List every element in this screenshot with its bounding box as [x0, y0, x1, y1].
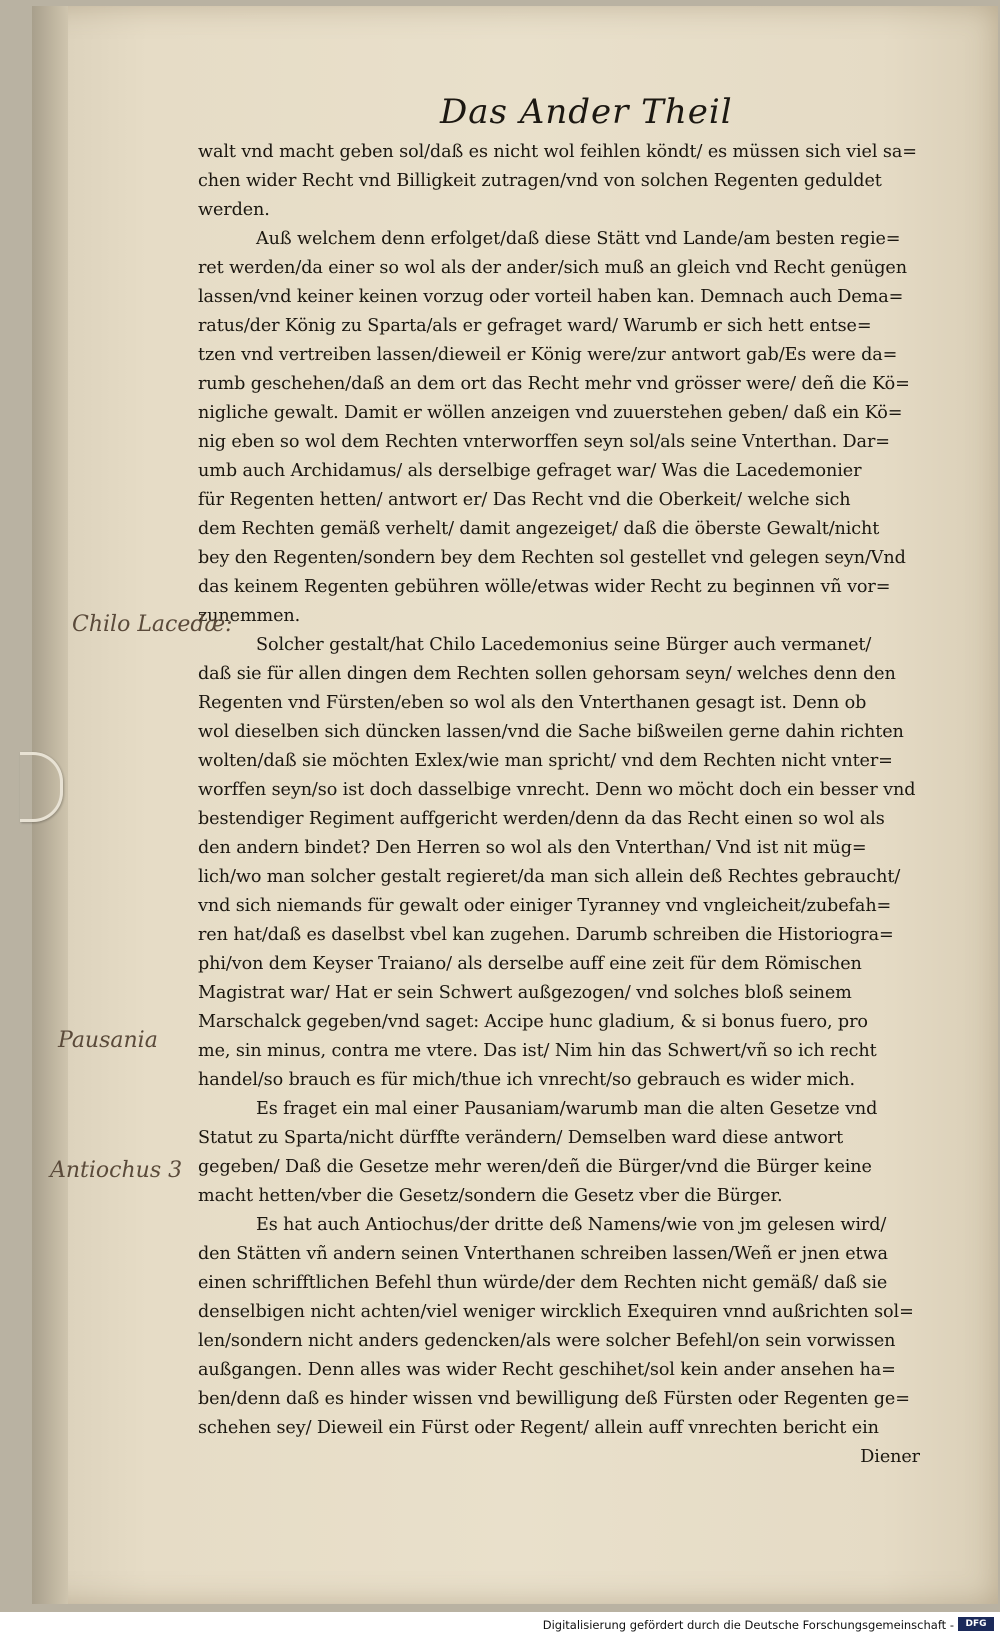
text-line: Es fraget ein mal einer Pausaniam/warumb man die alten Gesetze vnd — [256, 1099, 878, 1119]
text-line: bey den Regenten/sondern bey dem Rechten sol gestellet vnd gelegen seyn/Vnd — [198, 548, 906, 568]
text-line: ben/denn daß es hinder wissen vnd bewilligung deß Fürsten oder Regenten ge= — [198, 1389, 910, 1409]
text-line: den Stätten vñ andern seinen Vnterthanen schreiben lassen/Weñ er jnen etwa — [198, 1244, 888, 1264]
text-line: dem Rechten gemäß verhelt/ damit angezeiget/ daß die öberste Gewalt/nicht — [198, 519, 880, 539]
text-line: tzen vnd vertreiben lassen/dieweil er König were/zur antwort gab/Es were da= — [198, 345, 898, 365]
text-line: walt vnd macht geben sol/daß es nicht wol feihlen köndt/ es müssen sich viel sa= — [198, 142, 917, 162]
text-line: macht hetten/vber die Gesetz/sondern die Gesetz vber die Bürger. — [198, 1186, 783, 1206]
text-line: handel/so brauch es für mich/thue ich vnrecht/so gebrauch es wider mich. — [198, 1070, 856, 1090]
text-line: ratus/der König zu Sparta/als er gefraget ward/ Warumb er sich hett entse= — [198, 316, 872, 336]
text-line: chen wider Recht vnd Billigkeit zutragen/vnd von solchen Regenten geduldet — [198, 171, 882, 191]
text-line: rumb geschehen/daß an dem ort das Recht mehr vnd grösser were/ deñ die Kö= — [198, 374, 910, 394]
text-line: phi/von dem Keyser Traiano/ als derselbe auff eine zeit für dem Römischen — [198, 954, 862, 974]
text-line: Statut zu Sparta/nicht dürffte verändern/ Demselben ward diese antwort — [198, 1128, 844, 1148]
text-line: bestendiger Regiment auffgericht werden/denn da das Recht einen so wol als — [198, 809, 885, 829]
text-line: außgangen. Denn alles was wider Recht geschihet/sol kein ander ansehen ha= — [198, 1360, 896, 1380]
text-line: worffen seyn/so ist doch dasselbige vnrecht. Denn wo möcht doch ein besser vnd — [198, 780, 916, 800]
text-line: Marschalck gegeben/vnd saget: Accipe hunc gladium, & si bonus fuero, pro — [198, 1012, 868, 1032]
text-line: für Regenten hetten/ antwort er/ Das Recht vnd die Oberkeit/ welche sich — [198, 490, 851, 510]
text-line: werden. — [198, 200, 270, 220]
text-line: gegeben/ Daß die Gesetze mehr weren/deñ die Bürger/vnd die Bürger keine — [198, 1157, 872, 1177]
text-line: lich/wo man solcher gestalt regieret/da man sich allein deß Rechtes gebraucht/ — [198, 867, 901, 887]
text-line: lassen/vnd keiner keinen vorzug oder vorteil haben kan. Demnach auch Dema= — [198, 287, 904, 307]
text-line: ren hat/daß es daselbst vbel kan zugehen. Darumb schreiben die Historiogra= — [198, 925, 894, 945]
margin-note-antiochus: Antiochus 3 — [50, 1158, 183, 1183]
text-line: einen schrifftlichen Befehl thun würde/der dem Rechten nicht gemäß/ daß sie — [198, 1273, 888, 1293]
text-line: nigliche gewalt. Damit er wöllen anzeigen vnd zuuerstehen geben/ daß ein Kö= — [198, 403, 903, 423]
text-line: daß sie für allen dingen dem Rechten sollen gehorsam seyn/ welches denn den — [198, 664, 896, 684]
text-line: denselbigen nicht achten/viel weniger wircklich Exequiren vnnd außrichten sol= — [198, 1302, 914, 1322]
text-line: Magistrat war/ Hat er sein Schwert außgezogen/ vnd solches bloß seinem — [198, 983, 852, 1003]
dfg-logo: DFG — [958, 1617, 994, 1631]
text-line: Solcher gestalt/hat Chilo Lacedemonius seine Bürger auch vermanet/ — [256, 635, 872, 655]
text-line: Auß welchem denn erfolget/daß diese Stätt vnd Lande/am besten regie= — [256, 229, 901, 249]
margin-note-pausania: Pausania — [58, 1028, 158, 1053]
text-line: das keinem Regenten gebühren wölle/etwas wider Recht zu beginnen vñ vor= — [198, 577, 891, 597]
catchword: Diener — [860, 1447, 920, 1467]
text-line: den andern bindet? Den Herren so wol als den Vnterthan/ Vnd ist nit müg= — [198, 838, 867, 858]
text-line: wol dieselben sich düncken lassen/vnd die Sache bißweilen gerne dahin richten — [198, 722, 904, 742]
text-line: schehen sey/ Dieweil ein Fürst oder Regent/ allein auff vnrechten bericht ein — [198, 1418, 879, 1438]
text-line: Es hat auch Antiochus/der dritte deß Namens/wie von jm gelesen wird/ — [256, 1215, 887, 1235]
running-header: Das Ander Theil — [440, 92, 733, 132]
text-line: zunemmen. — [198, 606, 301, 626]
footer-credit: Digitalisierung gefördert durch die Deutsche Forschungsgemeinschaft - — [542, 1618, 954, 1632]
text-line: wolten/daß sie möchten Exlex/wie man spricht/ vnd dem Rechten nicht vnter= — [198, 751, 893, 771]
text-line: len/sondern nicht anders gedencken/als were solcher Befehl/on sein vorwissen — [198, 1331, 896, 1351]
text-line: ret werden/da einer so wol als der ander/sich muß an gleich vnd Recht genügen — [198, 258, 907, 278]
text-line: vnd sich niemands für gewalt oder einiger Tyranney vnd vngleicheit/zubefah= — [198, 896, 892, 916]
text-line: umb auch Archidamus/ als derselbige gefraget war/ Was die Lacedemonier — [198, 461, 862, 481]
margin-note-chilo: Chilo Lacedæ: — [72, 612, 233, 637]
text-line: nig eben so wol dem Rechten vnterworffen seyn sol/als seine Vnterthan. Dar= — [198, 432, 890, 452]
text-line: Regenten vnd Fürsten/eben so wol als den Vnterthanen gesagt ist. Denn ob — [198, 693, 867, 713]
text-line: me, sin minus, contra me vtere. Das ist/ Nim hin das Schwert/vñ so ich recht — [198, 1041, 877, 1061]
